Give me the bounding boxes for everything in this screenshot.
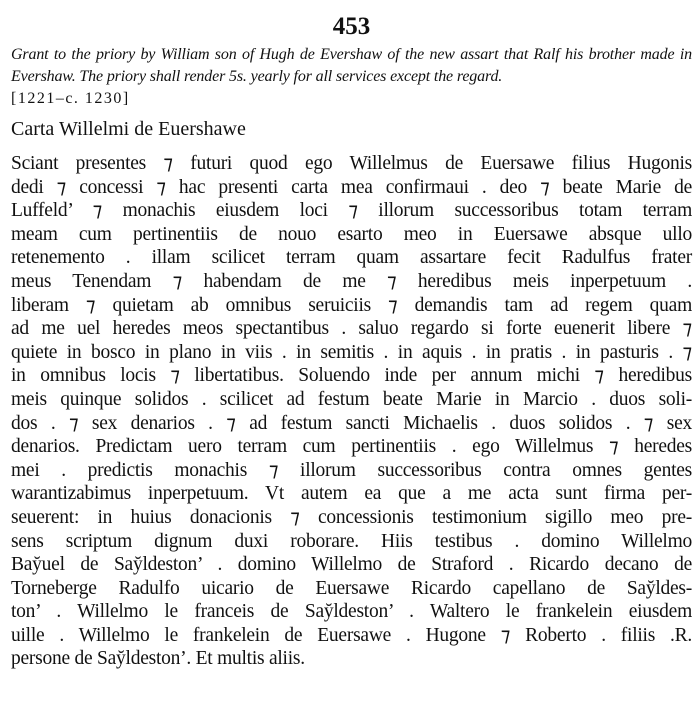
- charter-line: persone de Say̆ldeston’. Et multis aliis.: [11, 648, 305, 670]
- charter-line: meam cum pertinentiis de nouo esarto meo in Euersawe absque ullo: [11, 223, 692, 245]
- charter-title: Carta Willelmi de Euershawe: [11, 118, 246, 140]
- charter-line: uille . Willelmo le frankelein de Euersawe . Hugone ⁊ Roberto . filiis .R.: [11, 624, 692, 646]
- charter-line: Bay̆uel de Say̆ldeston’ . domino Willelmo de Straford . Ricardo decano de: [11, 554, 692, 576]
- charter-line: mei . predictis monachis ⁊ illorum successoribus contra omnes gentes: [11, 459, 692, 481]
- charter-line: denarios. Predictam uero terram cum pertinentiis . ego Willelmus ⁊ heredes: [11, 436, 692, 458]
- charter-line: quiete in bosco in plano in viis . in semitis . in aquis . in pratis . in pasturis . ⁊: [11, 341, 692, 363]
- charter-line: ton’ . Willelmo le franceis de Say̆ldeston’ . Waltero le frankelein eiusdem: [11, 601, 692, 623]
- charter-line: dos . ⁊ sex denarios . ⁊ ad festum sancti Michaelis . duos solidos . ⁊ sex: [11, 412, 692, 434]
- charter-line: warantizabimus inperpetuum. Vt autem ea que a me acta sunt firma per-: [11, 483, 692, 505]
- charter-line: Sciant presentes ⁊ futuri quod ego Willelmus de Euersawe filius Hugonis: [11, 153, 692, 174]
- charter-line: liberam ⁊ quietam ab omnibus seruiciis ⁊ demandis tam ad regem quam: [11, 294, 692, 316]
- charter-line: Torneberge Radulfo uicario de Euersawe Ricardo capellano de Say̆ldes-: [11, 577, 692, 599]
- document-summary: Grant to the priory by William son of Hugh de Evershaw of the new assart that Ralf his brother made in Evershaw. The priory shall render 5s. yearly for all services except the regard.: [11, 46, 692, 85]
- charter-line: meis quinque solidos . scilicet ad festum beate Marie in Marcio . duos soli-: [11, 388, 692, 410]
- charter-line: seuerent: in huius donacionis ⁊ concessionis testimonium sigillo meo pre-: [11, 506, 692, 528]
- document-number: 453: [332, 13, 371, 40]
- charter-line: dedi ⁊ concessi ⁊ hac presenti carta mea confirmaui . deo ⁊ beate Marie de: [11, 176, 692, 198]
- charter-line: sens scriptum dignum duxi roborare. Hiis testibus . domino Willelmo: [11, 530, 692, 552]
- charter-line: ad me uel heredes meos spectantibus . saluo regardo si forte euenerit libere ⁊: [11, 318, 692, 340]
- charter-line: meus Tenendam ⁊ habendam de me ⁊ heredibus meis inperpetuum .: [11, 270, 692, 292]
- charter-line: in omnibus locis ⁊ libertatibus. Soluendo inde per annum michi ⁊ heredibus: [11, 365, 692, 387]
- charter-line: retenemento . illam scilicet terram quam assartare fecit Radulfus frater: [11, 247, 692, 269]
- charter-text: [11, 152, 692, 671]
- document-date: [1221–c. 1230]: [11, 90, 130, 107]
- charter-line: Luffeld’ ⁊ monachis eiusdem loci ⁊ illorum successoribus totam terram: [11, 200, 692, 222]
